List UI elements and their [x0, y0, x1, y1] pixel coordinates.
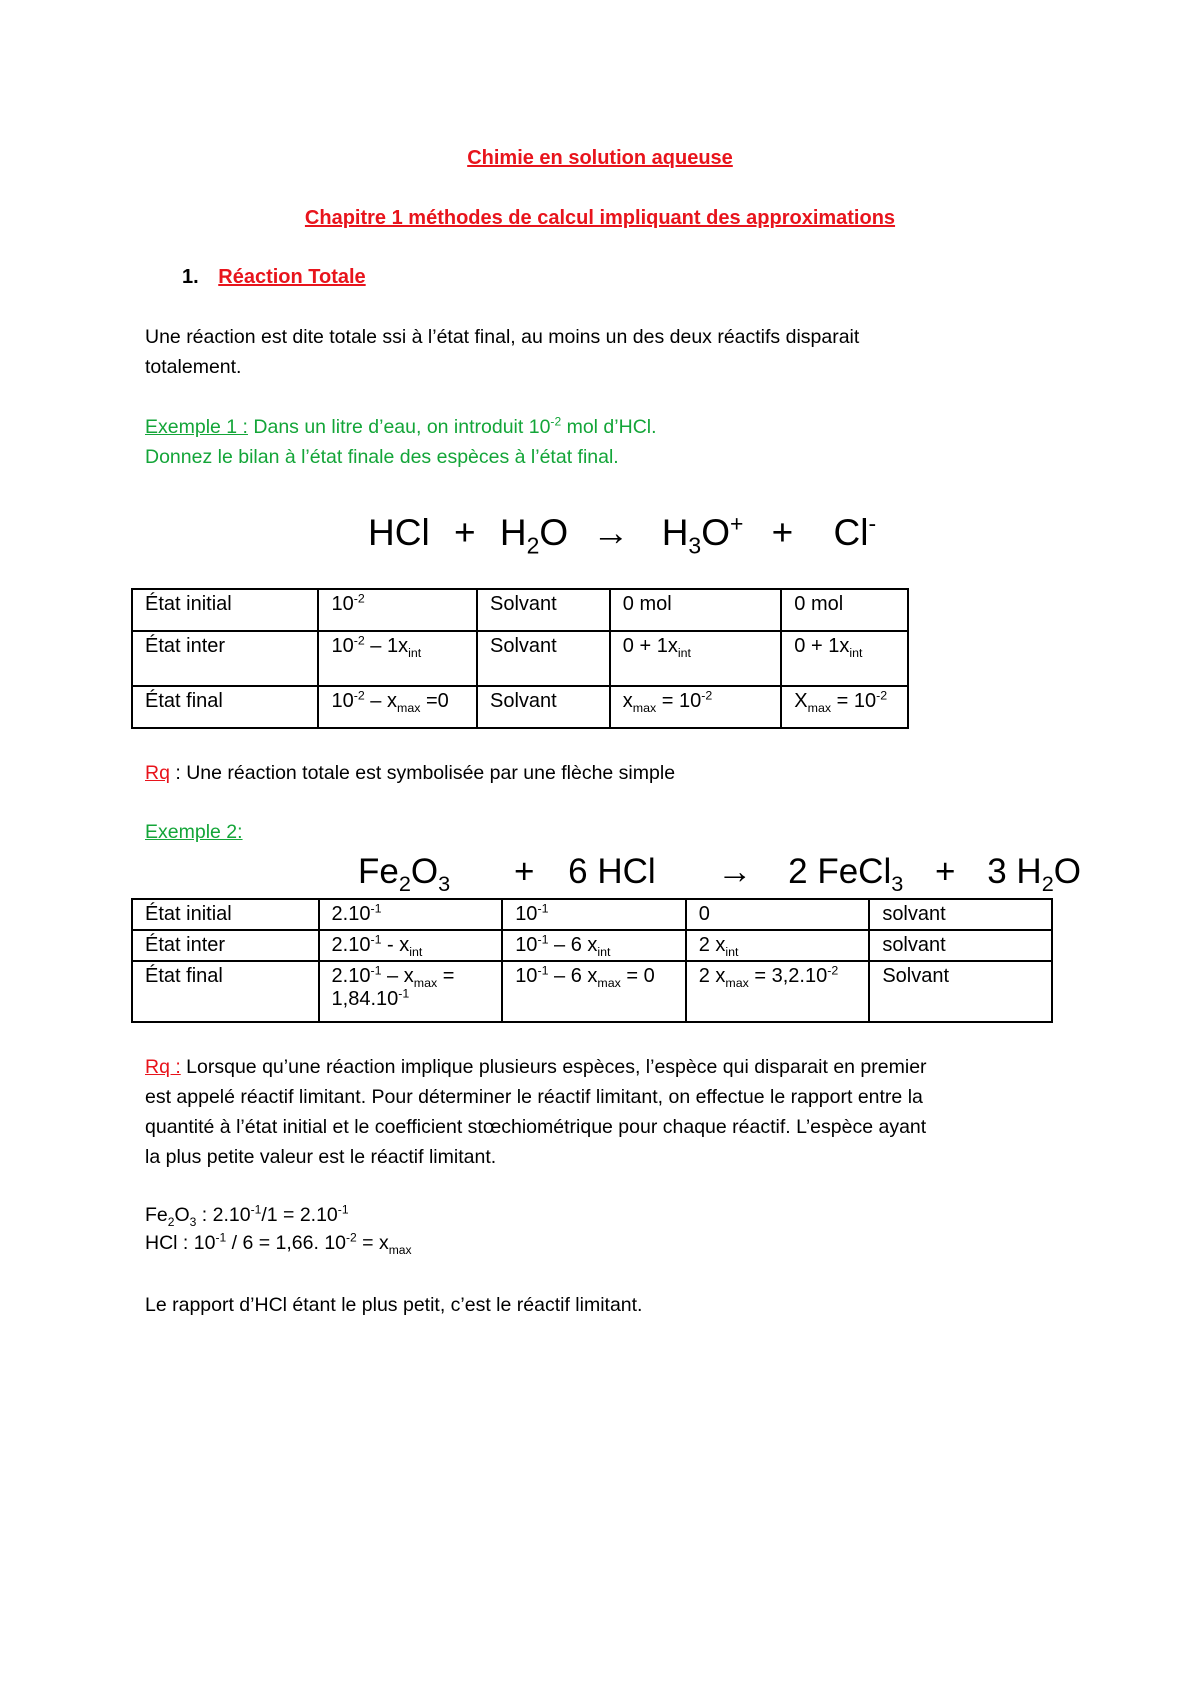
table-row	[132, 899, 1052, 930]
eq2-hcl: 6 HCl	[568, 852, 656, 891]
eq1-plus: +	[453, 512, 476, 553]
table-cell: 2 $x_{int}$	[686, 930, 870, 961]
table-row	[132, 631, 908, 686]
table-cell: État initial	[132, 899, 319, 930]
eq2-ferric-chloride: 2 FeCl$_3$	[788, 852, 904, 896]
remark2-line: Rq : Lorsque qu’une réaction implique plusieurs espèces, l’espèce qui disparait en premier	[145, 1056, 927, 1078]
table-cell: $0 + 1x_{int}$	[781, 631, 908, 686]
table-cell: $10^{-2} - x_{max} =0$	[318, 686, 477, 728]
ratio-hcl: HCl : $10^{-1} / 6 = 1,66$. $10^{-2} = x_{max}$	[145, 1230, 412, 1257]
table-cell: 2 $x_{max} = 3,2.10^{-2}$	[686, 961, 870, 1022]
example1-exp: -2	[550, 414, 562, 429]
table-cell: $0 + 1x_{int}$	[610, 631, 781, 686]
equation-2	[358, 852, 1081, 896]
table-cell: $10^{-2} - 1x_{int}$	[318, 631, 477, 686]
example1-text	[145, 412, 1065, 472]
example1-line1	[145, 412, 1065, 442]
table-row	[132, 930, 1052, 961]
example1-label: Exemple 1 :	[145, 416, 248, 438]
remark-2	[145, 1052, 1065, 1172]
definition-paragraph	[145, 322, 1065, 382]
table-1	[131, 588, 909, 729]
table-cell: Solvant	[869, 961, 1052, 1022]
remark2-label: Rq :	[145, 1056, 181, 1078]
eq1-chloride: Cl-	[833, 510, 877, 553]
page-title: Chimie en solution aqueuse	[467, 147, 733, 169]
table-cell: État final	[132, 686, 318, 728]
table-row	[132, 686, 908, 728]
chapter-title: Chapitre 1 méthodes de calcul impliquant des approximations	[304, 207, 896, 229]
table-row	[132, 961, 1052, 1022]
table-cell: 0	[686, 899, 870, 930]
table-row	[132, 589, 908, 631]
eq2-water: 3 $H_2O$	[987, 852, 1081, 896]
eq1-hcl: HCl	[368, 512, 430, 553]
eq1-water: $H_2O$	[499, 512, 569, 559]
eq1-plus-2: +	[771, 512, 794, 553]
reaction-arrow-icon: →	[717, 852, 753, 891]
table-cell: $2.10^{-1}$	[319, 899, 503, 930]
table-cell: Solvant	[477, 631, 610, 686]
table-cell: $10^{-1}$	[502, 899, 686, 930]
remark2-line: la plus petite valeur est le réactif limitant.	[145, 1146, 497, 1168]
table-cell: $2.10^{-1} - x_{int}$	[319, 930, 503, 961]
table-cell: solvant	[869, 899, 1052, 930]
table-cell: État final	[132, 961, 319, 1022]
remark-label: Rq	[145, 762, 170, 784]
remark-1	[145, 758, 1065, 788]
table-cell: État initial	[132, 589, 318, 631]
equation-1	[368, 510, 877, 559]
table-cell: $10^{-1} - 6$ $x_{int}$	[502, 930, 686, 961]
example1-text-a: Dans un litre d’eau, on introduit 10	[247, 416, 551, 438]
remark-text: : Une réaction totale est symbolisée par une flèche simple	[169, 762, 676, 784]
table-cell: Solvant	[477, 686, 610, 728]
table-cell: $2.10^{-1} - x_{max}$ = $1,84.10^{-1}$	[319, 961, 503, 1022]
table-cell: $10^{-1} - 6$ $x_{max} = 0$	[502, 961, 686, 1022]
table-cell: 0 mol	[781, 589, 908, 631]
table-cell: $X_{max} = 10^{-2}$	[781, 686, 908, 728]
eq2-plus-2: +	[935, 852, 956, 891]
definition-line: totalement.	[145, 356, 242, 378]
table-cell: $10^{-2}$	[318, 589, 477, 631]
eq2-plus: +	[513, 852, 535, 891]
table-cell: Solvant	[477, 589, 610, 631]
definition-line: Une réaction est dite totale ssi à l’état final, au moins un des deux réactifs disparait	[145, 326, 860, 348]
section-number: 1.	[182, 266, 199, 288]
ratio-fe2o3: $Fe_2O_3$ : $2.10^{-1}/1 = 2.10^{-1}$	[145, 1202, 349, 1229]
example1-text-b: mol d’HCl.	[561, 416, 657, 438]
example2-label: Exemple 2:	[145, 821, 243, 843]
section-title: Réaction Totale	[218, 266, 366, 288]
eq1-hydronium: $H_3O^+$	[661, 510, 744, 559]
section-heading	[182, 266, 366, 289]
table-cell: $x_{max} = 10^{-2}$	[610, 686, 781, 728]
remark2-line: quantité à l’état initial et le coefficient stœchiométrique pour chaque réactif. L’espèce ayant	[145, 1116, 927, 1138]
eq2-iron-oxide: $Fe_2O_3$	[358, 852, 451, 896]
table-cell: solvant	[869, 930, 1052, 961]
table-cell: 0 mol	[610, 589, 781, 631]
table-2	[131, 898, 1053, 1023]
reaction-arrow-icon: →	[592, 512, 630, 553]
table-cell: État inter	[132, 631, 318, 686]
example1-line2: Donnez le bilan à l’état finale des espèces à l’état final.	[145, 446, 619, 468]
ratios	[145, 1201, 1065, 1257]
table-cell: État inter	[132, 930, 319, 961]
remark2-line: est appelé réactif limitant. Pour déterminer le réactif limitant, on effectue le rapport entre la	[145, 1086, 923, 1108]
conclusion: Le rapport d’HCl étant le plus petit, c’est le réactif limitant.	[145, 1294, 643, 1316]
example2-label-wrap	[145, 817, 1065, 847]
